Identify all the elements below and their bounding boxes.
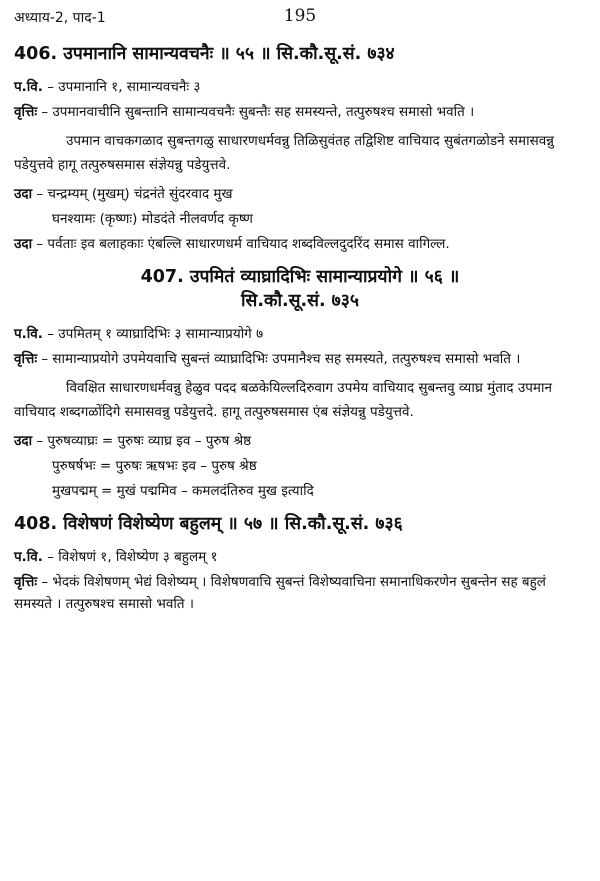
pv-label: प.वि. (14, 326, 43, 342)
pv-label: प.वि. (14, 549, 43, 565)
sutra-heading-408: 408. विशेषणं विशेष्येण बहुलम् ॥ ५७ ॥ सि.कौ.सू.सं. ७३६ (14, 514, 403, 534)
kannada-explanation-406: उपमान वाचकगळाद सुबन्तगळु साधारणधर्मवन्नु तिळिसुवंतह तद्विशिष्ट वाचियाद सुबंतगळोडने समासवन्नु पडेयुत्तवे हागू तत्पुरुषसमास संज्ञेयन्नु पडेयुत्तवे. (14, 133, 554, 173)
page (14, 6, 586, 618)
example-406-1 (14, 183, 586, 205)
sutra-heading-406: 406. उपमानानि सामान्यवचनैः ॥ ५५ ॥ सि.कौ.सू.सं. ७३४ (14, 44, 395, 64)
example-407-3: मुखपद्मम् = मुखं पद्ममिव – कमलदंतिरुव मुख इत्यादि (52, 483, 314, 499)
example-407-2: पुरुषर्षभः = पुरुषः ऋषभः इव – पुरुष श्रेष्ठ (52, 458, 257, 474)
sutra-heading-407: 407. उपमितं व्याघ्रादिभिः सामान्याप्रयोगे ॥ ५६ ॥ (140, 267, 460, 287)
example-text: – पर्वताः इव बलाहकाः एंबल्लि साधारणधर्म वाचियाद शब्दविल्लदुदरिंद समास वागिल्ल. (32, 236, 450, 252)
vritti-text: – भेदकं विशेषणम् भेद्यं विशेष्यम् । विशेषणवाचि सुबन्तं विशेष्यवाचिना समानाधिकरणेन सुबन्तेन सह बहुलं समस्यते । तत्पुरुषश्च समासो भवति । (14, 574, 546, 612)
padaviccheda-408 (14, 546, 586, 568)
example-406-3 (14, 233, 586, 255)
pv-text: – उपमितम् १ व्याघ्रादिभिः ३ सामान्याप्रयोगे ७ (42, 326, 264, 342)
vritti-406 (14, 101, 586, 123)
padaviccheda-407 (14, 323, 586, 345)
pv-label: प.वि. (14, 79, 43, 95)
vritti-text: – सामान्याप्रयोगे उपमेयवाचि सुबन्तं व्याघ्रादिभिः उपमानैश्च सह समस्यते, तत्पुरुषश्च समासो भवति । (37, 351, 521, 367)
pv-text: – विशेषणं १, विशेष्येण ३ बहुलम् १ (42, 549, 218, 565)
example-406-2: घनश्यामः (कृष्णः) मोडदंते नीलवर्णद कृष्ण (52, 211, 253, 227)
udaharana-label: उदा (14, 186, 33, 202)
udaharana-label: उदा (14, 433, 33, 449)
udaharana-label: उदा (14, 236, 33, 252)
page-header (14, 6, 586, 32)
pv-text: – उपमानानि १, सामान्यवचनैः ३ (42, 79, 201, 95)
page-number: 195 (283, 6, 317, 26)
vritti-407 (14, 348, 586, 370)
vritti-label: वृत्तिः (14, 104, 38, 120)
vritti-label: वृत्तिः (14, 351, 38, 367)
vritti-label: वृत्तिः (14, 574, 38, 590)
chapter-label: अध्याय-2, पाद-1 (14, 10, 106, 26)
example-text: – चन्द्रम्यम् (मुखम्) चंद्रनंते सुंदरवाद मुख (32, 186, 233, 202)
vritti-text: – उपमानवाचीनि सुबन्तानि सामान्यवचनैः सुबन्तैः सह समस्यन्ते, तत्पुरुषश्च समासो भवति । (37, 104, 475, 120)
vritti-408 (14, 571, 586, 615)
padaviccheda-406 (14, 76, 586, 98)
sutra-ref-407: सि.कौ.सू.सं. ७३५ (241, 291, 359, 311)
example-text: – पुरुषव्याघ्रः = पुरुषः व्याघ्र इव – पुरुष श्रेष्ठ (32, 433, 252, 449)
kannada-explanation-407: विवक्षित साधारणधर्मवन्नु हेळुव पदद बळकेयिल्लदिरुवाग उपमेय वाचियाद सुबन्तवु व्याघ्र मुंताद उपमान वाचियाद शब्दगळोंदिगे समासवन्नु पडेयुत्तदे. हागू तत्पुरुषसमास एंब संज्ञेयन्नु पडेयुत्तवे. (14, 380, 552, 420)
example-407-1 (14, 430, 586, 452)
